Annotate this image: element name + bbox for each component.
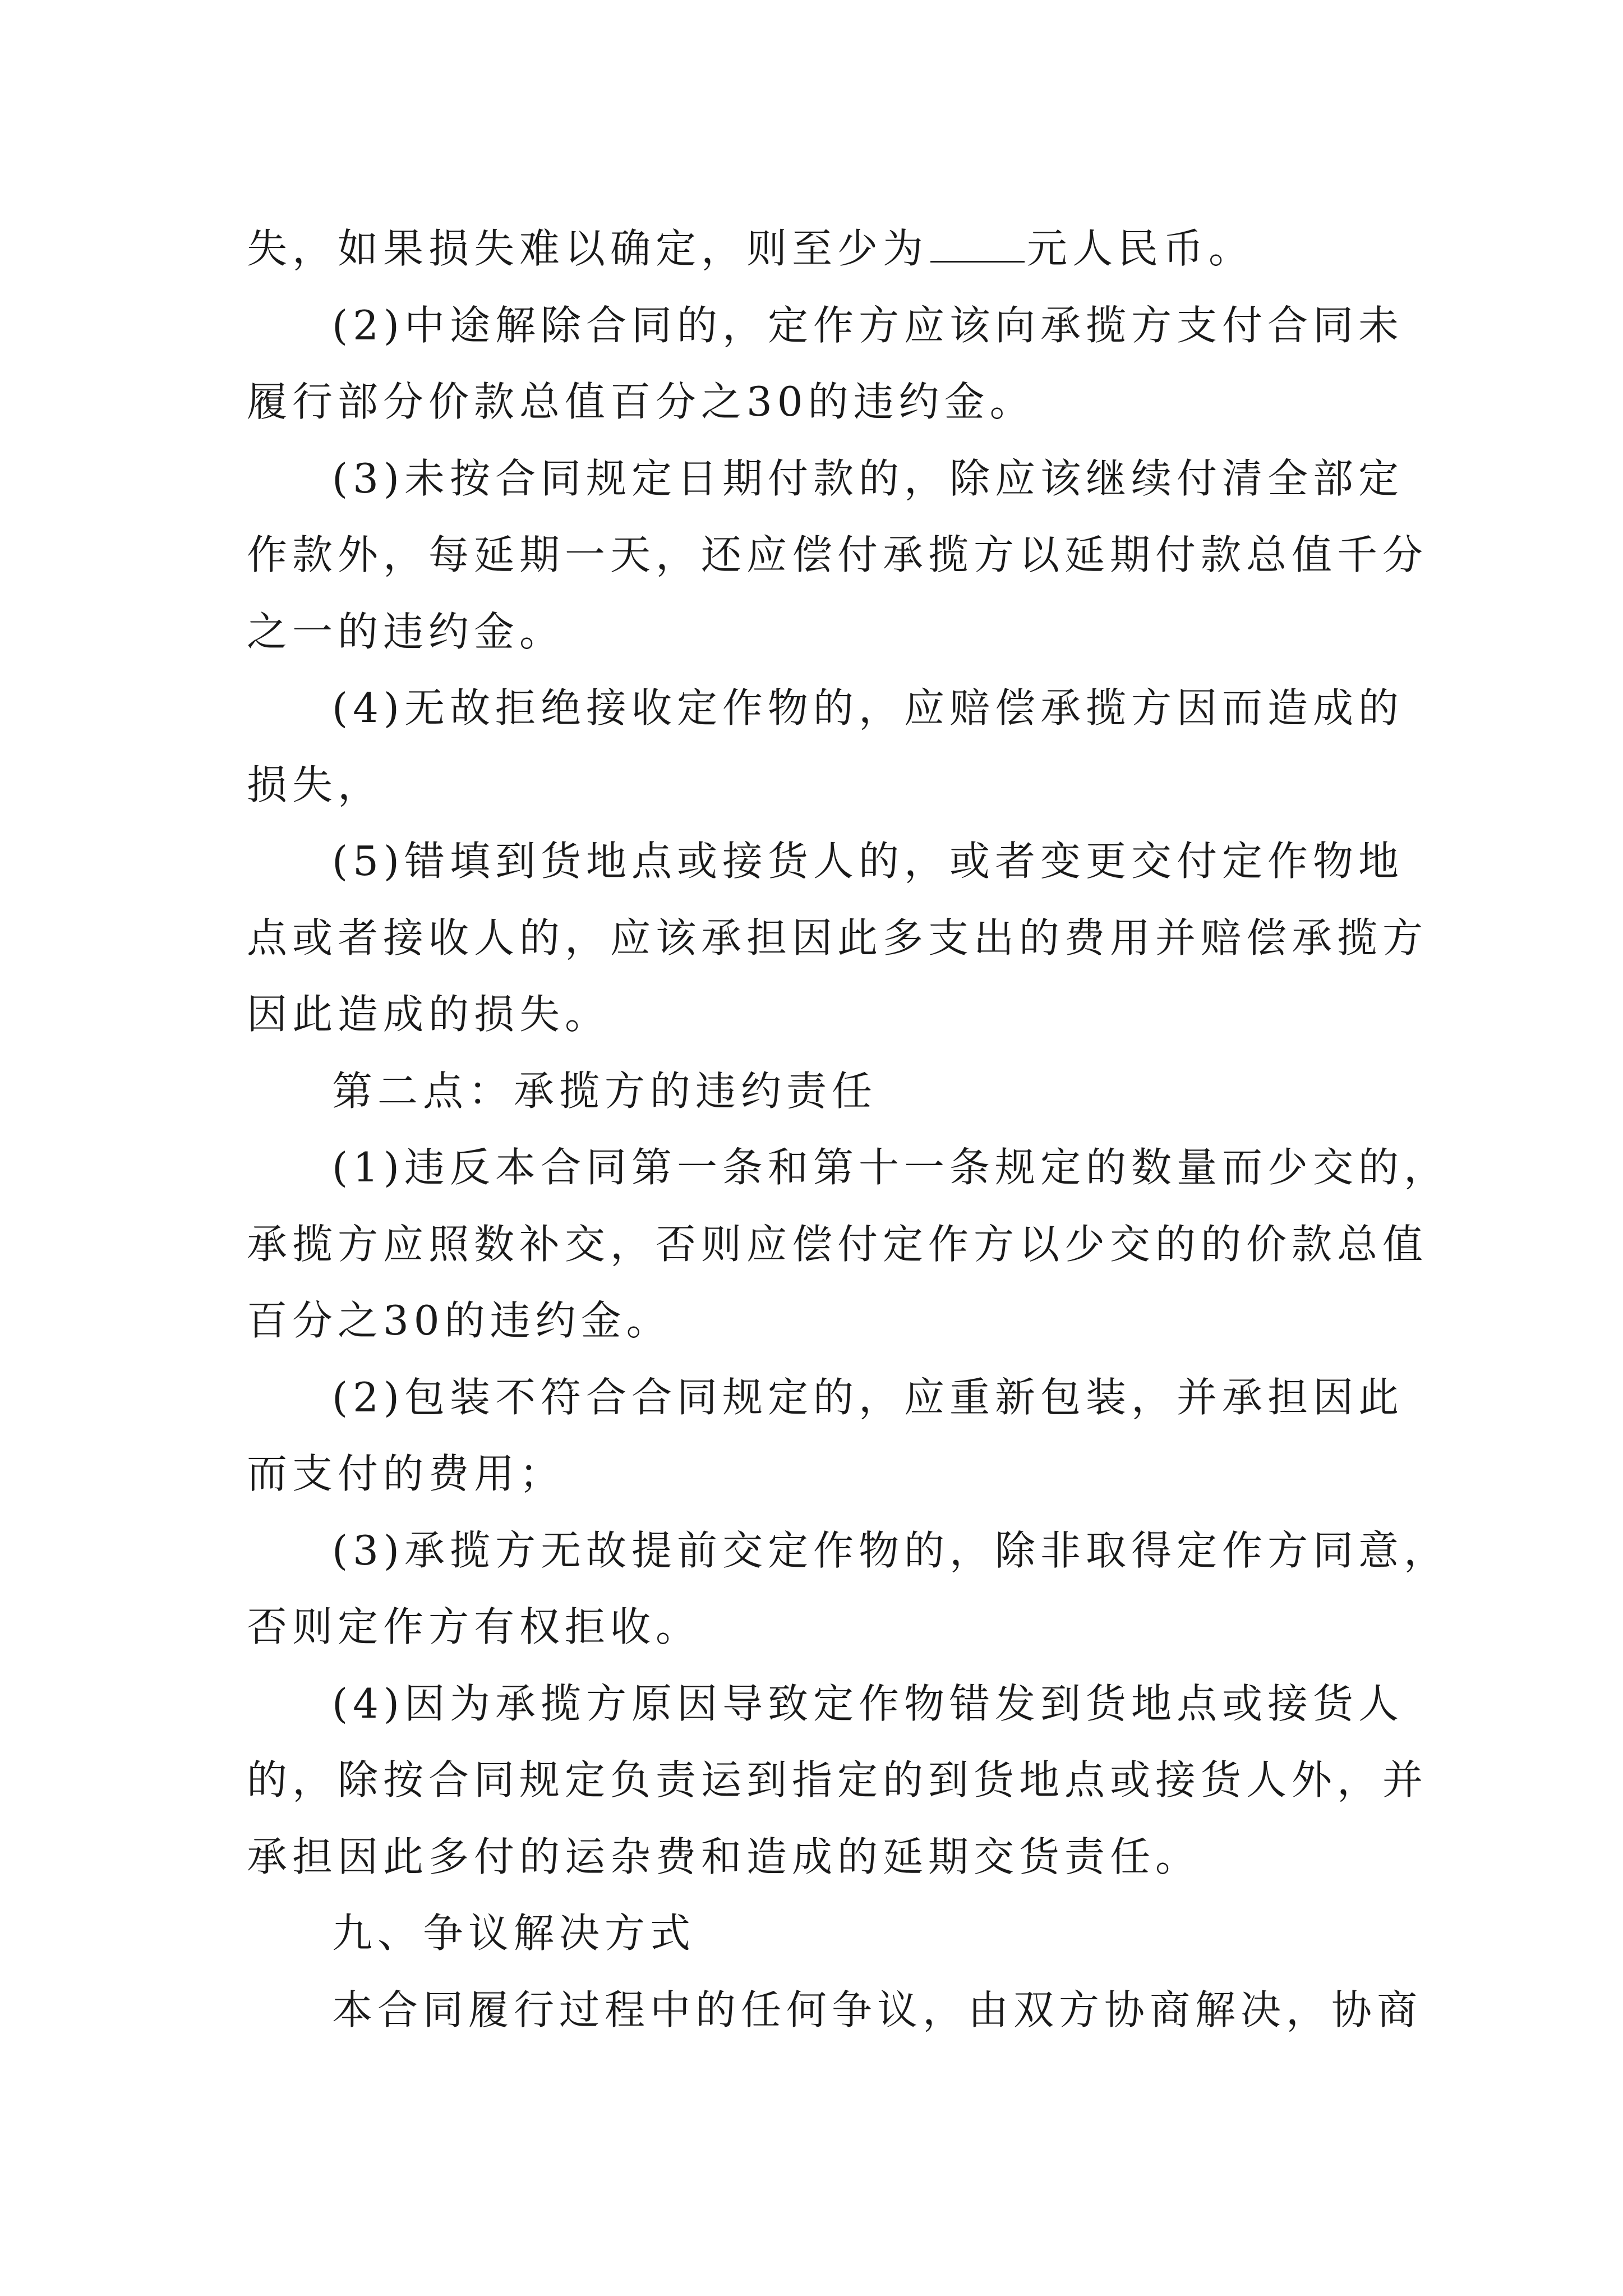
text-line: 的，除按合同规定负责运到指定的到货地点或接货人外，并 <box>247 1756 1428 1803</box>
text-segment: 失，如果损失难以确定，则至少为 <box>247 225 929 272</box>
text-line: 履行部分价款总值百分之30的违约金。 <box>247 378 1035 425</box>
text-line: (4)无故拒绝接收定作物的，应赔偿承揽方因而造成的 <box>332 684 1404 731</box>
contract-body <box>247 210 1449 2048</box>
text-line: 作款外，每延期一天，还应偿付承揽方以延期付款总值千分 <box>247 531 1428 578</box>
text-line: 因此造成的损失。 <box>247 991 611 1038</box>
fill-in-blank <box>930 227 1025 263</box>
text-line: 否则定作方有权拒收。 <box>247 1603 702 1650</box>
text-line: (4)因为承揽方原因导致定作物错发到货地点或接货人 <box>332 1680 1404 1727</box>
text-line: 而支付的费用； <box>247 1450 565 1497</box>
text-line: 承担因此多付的运杂费和造成的延期交货责任。 <box>247 1833 1201 1880</box>
section-heading: 九、争议解决方式 <box>332 1910 696 1957</box>
text-line: (3)承揽方无故提前交定作物的，除非取得定作方同意， <box>332 1526 1449 1574</box>
section-heading: 第二点：承揽方的违约责任 <box>332 1067 878 1115</box>
text-line: (5)错填到货地点或接货人的，或者变更交付定作物地 <box>332 838 1404 885</box>
text-line: (2)包装不符合合同规定的，应重新包装，并承担因此 <box>332 1373 1404 1421</box>
text-line: (3)未按合同规定日期付款的，除应该继续付清全部定 <box>332 454 1404 502</box>
text-line: 承揽方应照数补交，否则应偿付定作方以少交的的价款总值 <box>247 1220 1428 1268</box>
text-line: (1)违反本合同第一条和第十一条规定的数量而少交的， <box>332 1144 1449 1191</box>
text-line: (2)中途解除合同的，定作方应该向承揽方支付合同未 <box>332 301 1404 349</box>
text-line: 百分之30的违约金。 <box>247 1297 672 1344</box>
text-line: 损失， <box>247 761 384 808</box>
text-line: 本合同履行过程中的任何争议，由双方协商解决，协商 <box>332 1986 1423 2033</box>
text-line <box>247 210 1391 287</box>
text-line: 之一的违约金。 <box>247 608 565 655</box>
text-segment: 元人民币。 <box>1027 225 1255 272</box>
text-line: 点或者接收人的，应该承担因此多支出的费用并赔偿承揽方 <box>247 914 1428 961</box>
